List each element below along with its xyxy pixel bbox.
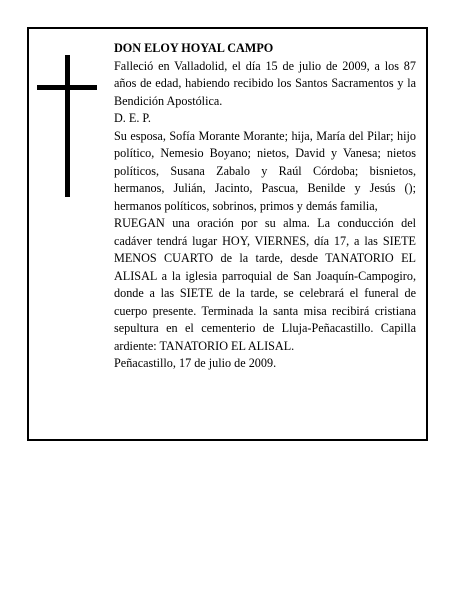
death-statement: Falleció en Valladolid, el día 15 de julio de 2009, a los 87 años de edad, habiendo recibido los Santos Sacramentos y la Bendición Apostólica. [114, 58, 416, 108]
deceased-name: DON ELOY HOYAL CAMPO [114, 41, 274, 55]
place-date: Peñacastillo, 17 de julio de 2009. [114, 356, 277, 370]
cross-horizontal-bar [37, 85, 97, 90]
cross-vertical-bar [65, 55, 70, 197]
family-list: Su esposa, Sofía Morante Morante; hija, María del Pilar; hijo político, Nemesio Boyano; nietos, David y Vanesa; nietos políticos, Susana Zabalo y Raúl Córdoba; bisnietos, hermanos, Julián, Jacinto, Pascua, Benilde y Jesús (); hermanos políticos, sobrinos, primos y demás familia, [114, 128, 416, 213]
obituary-text [114, 40, 416, 373]
dep-abbreviation: D. E. P. [114, 111, 151, 125]
cross-icon [37, 55, 97, 197]
funeral-request: RUEGAN una oración por su alma. La conducción del cadáver tendrá lugar HOY, VIERNES, día 17, a las SIETE MENOS CUARTO de la tarde, desde TANATORIO EL ALISAL a la iglesia parroquial de San Joaquín-Campogiro, donde a las SIETE de la tarde, se celebrará el funeral de cuerpo presente. Terminada la santa misa recibirá cristiana sepultura en el cementerio de Lluja-Peñacastillo. Capilla ardiente: TANATORIO EL ALISAL. [114, 216, 416, 353]
